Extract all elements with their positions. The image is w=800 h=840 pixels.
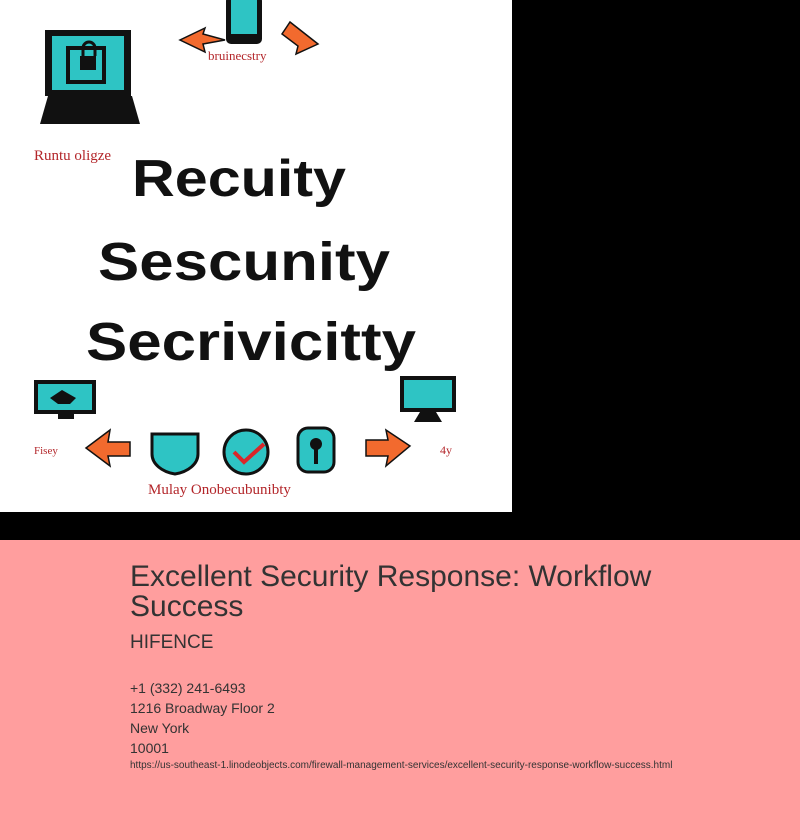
- headline-line-2: Sescunity: [98, 232, 390, 292]
- lock-icon: [298, 428, 334, 472]
- phone-number: +1 (332) 241-6493: [130, 680, 246, 696]
- security-illustration: [0, 0, 512, 512]
- monitor-right-icon: [400, 376, 456, 422]
- shield-icon: [152, 434, 198, 474]
- arrow-right-bottom-icon: [366, 430, 410, 466]
- small-label-left: Fisey: [34, 445, 58, 457]
- page-title: Excellent Security Response: Workflow Success: [130, 560, 652, 623]
- small-label-right: 4y: [440, 443, 452, 457]
- brand-name: HIFENCE: [130, 632, 214, 653]
- arrow-left-bottom-icon: [86, 430, 130, 466]
- hero-illustration: [0, 0, 512, 512]
- laptop-lock-icon: [40, 30, 140, 124]
- page-url-link[interactable]: https://us-southeast-1.linodeobjects.com/firewall-management-services/excellent-security-response-workflow-success.html: [130, 760, 673, 771]
- check-circle-icon: [224, 430, 268, 474]
- monitor-left-icon: [34, 380, 96, 419]
- headline-line-3: Secrivicitty: [86, 312, 416, 372]
- caption-top: bruinecstry: [208, 48, 267, 63]
- caption-left: Runtu oligze: [34, 148, 112, 164]
- caption-bottom: Mulay Onobecubunibty: [148, 482, 291, 498]
- arrow-right-icon: [282, 22, 318, 54]
- zip-code: 10001: [130, 740, 169, 756]
- city: New York: [130, 720, 190, 736]
- contact-block: [130, 678, 275, 758]
- address-line: 1216 Broadway Floor 2: [130, 700, 275, 716]
- headline-line-1: Recuity: [132, 150, 347, 208]
- business-info-panel: [0, 540, 800, 840]
- phone-icon: [226, 0, 262, 44]
